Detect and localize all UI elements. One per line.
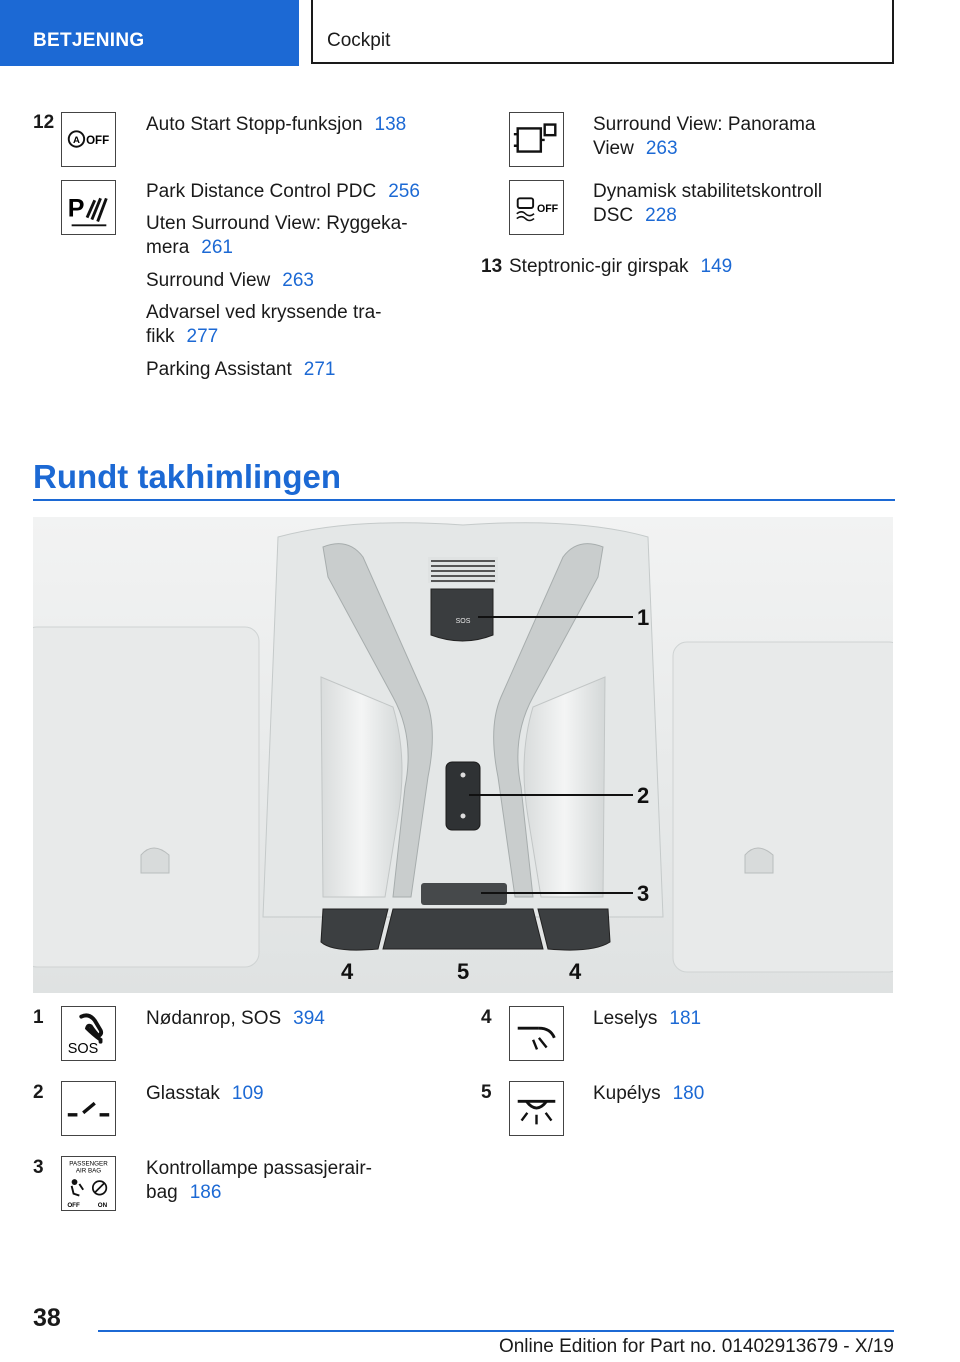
list-item: Nødanrop, SOS 394	[146, 1008, 325, 1029]
page-ref-link[interactable]: 271	[303, 359, 336, 380]
svg-text:OFF: OFF	[86, 134, 110, 147]
callout-number: 3	[637, 881, 650, 906]
item-number: 12	[33, 112, 55, 133]
glass-roof-icon	[61, 1081, 116, 1136]
list-item: Glasstak 109	[146, 1083, 264, 1104]
item-number: 5	[481, 1082, 492, 1103]
reading-light-icon	[509, 1006, 564, 1061]
list-item: Auto Start Stopp-funksjon 138	[146, 114, 407, 135]
page-ref-link[interactable]: 228	[645, 205, 677, 226]
callout-number: 2	[637, 783, 650, 808]
headliner-illustration	[33, 517, 893, 993]
dsc-off-icon	[509, 180, 564, 235]
page-ref-link[interactable]: 263	[282, 270, 314, 291]
callout-number: 1	[637, 605, 650, 630]
section-label: BETJENING	[33, 30, 145, 51]
page-ref-link[interactable]: 109	[231, 1083, 264, 1104]
item-number: 4	[481, 1007, 492, 1028]
park-distance-control-icon	[61, 180, 116, 235]
chapter-label: Cockpit	[327, 30, 391, 51]
item-number: 1	[33, 1007, 44, 1028]
passenger-airbag-lamp-icon	[61, 1156, 116, 1211]
svg-text:ON: ON	[97, 1202, 108, 1210]
svg-text:A: A	[72, 134, 80, 146]
callout-number: 5	[457, 959, 470, 984]
footer-text: Online Edition for Part no. 01402913679 - X/19	[498, 1336, 894, 1357]
list-item: Kupélys 180	[593, 1083, 705, 1104]
svg-text:SOS: SOS	[67, 1041, 99, 1058]
page-ref-link[interactable]: 186	[189, 1182, 222, 1203]
page-ref-link[interactable]: 261	[201, 237, 233, 258]
list-item: Uten Surround View: Ryggeka- mera 261	[146, 213, 408, 258]
list-item: Surround View: Panorama View 263	[593, 114, 816, 159]
page-ref-link[interactable]: 256	[388, 181, 420, 202]
item-number: 2	[33, 1082, 44, 1103]
list-item: Park Distance Control PDC 256	[146, 181, 420, 202]
page-ref-link[interactable]: 180	[672, 1083, 705, 1104]
title-rule	[33, 499, 895, 501]
svg-text:OFF: OFF	[536, 202, 559, 215]
page-ref-link[interactable]: 277	[186, 326, 219, 347]
panorama-view-icon	[509, 112, 564, 167]
page-ref-link[interactable]: 149	[700, 256, 733, 277]
interior-light-icon	[509, 1081, 564, 1136]
item-number: 3	[33, 1157, 44, 1178]
page-ref-link[interactable]: 181	[669, 1008, 702, 1029]
auto-start-stop-off-icon	[61, 112, 116, 167]
callout-number: 4	[569, 959, 582, 984]
list-item: Surround View 263	[146, 270, 314, 291]
page-ref-link[interactable]: 394	[293, 1008, 325, 1029]
headliner-photo	[33, 517, 893, 993]
footer-rule	[98, 1330, 894, 1332]
list-item: Leselys 181	[593, 1008, 702, 1029]
section-title: Rundt takhimlingen	[33, 458, 341, 495]
list-item: Kontrollampe passasjerair- bag 186	[146, 1158, 372, 1203]
svg-text:SOS: SOS	[455, 618, 471, 625]
list-item: Parking Assistant 271	[146, 359, 336, 380]
chapter-tab	[311, 0, 894, 64]
svg-text:OFF: OFF	[67, 1202, 80, 1210]
list-item: Dynamisk stabilitetskontroll DSC 228	[593, 181, 823, 226]
item-number: 13	[481, 256, 503, 277]
page-ref-link[interactable]: 263	[645, 138, 678, 159]
svg-text:P: P	[67, 194, 85, 223]
section-tab	[0, 0, 299, 66]
svg-text:PASSENGER: PASSENGER	[69, 1160, 108, 1168]
list-item: Steptronic-gir girspak 149	[509, 256, 733, 277]
svg-text:AIR BAG: AIR BAG	[75, 1167, 102, 1175]
sos-call-icon	[61, 1006, 116, 1061]
page-number: 38	[33, 1304, 61, 1332]
callout-number: 4	[341, 959, 354, 984]
list-item: Advarsel ved kryssende tra- fikk 277	[146, 302, 382, 347]
page-ref-link[interactable]: 138	[374, 114, 407, 135]
